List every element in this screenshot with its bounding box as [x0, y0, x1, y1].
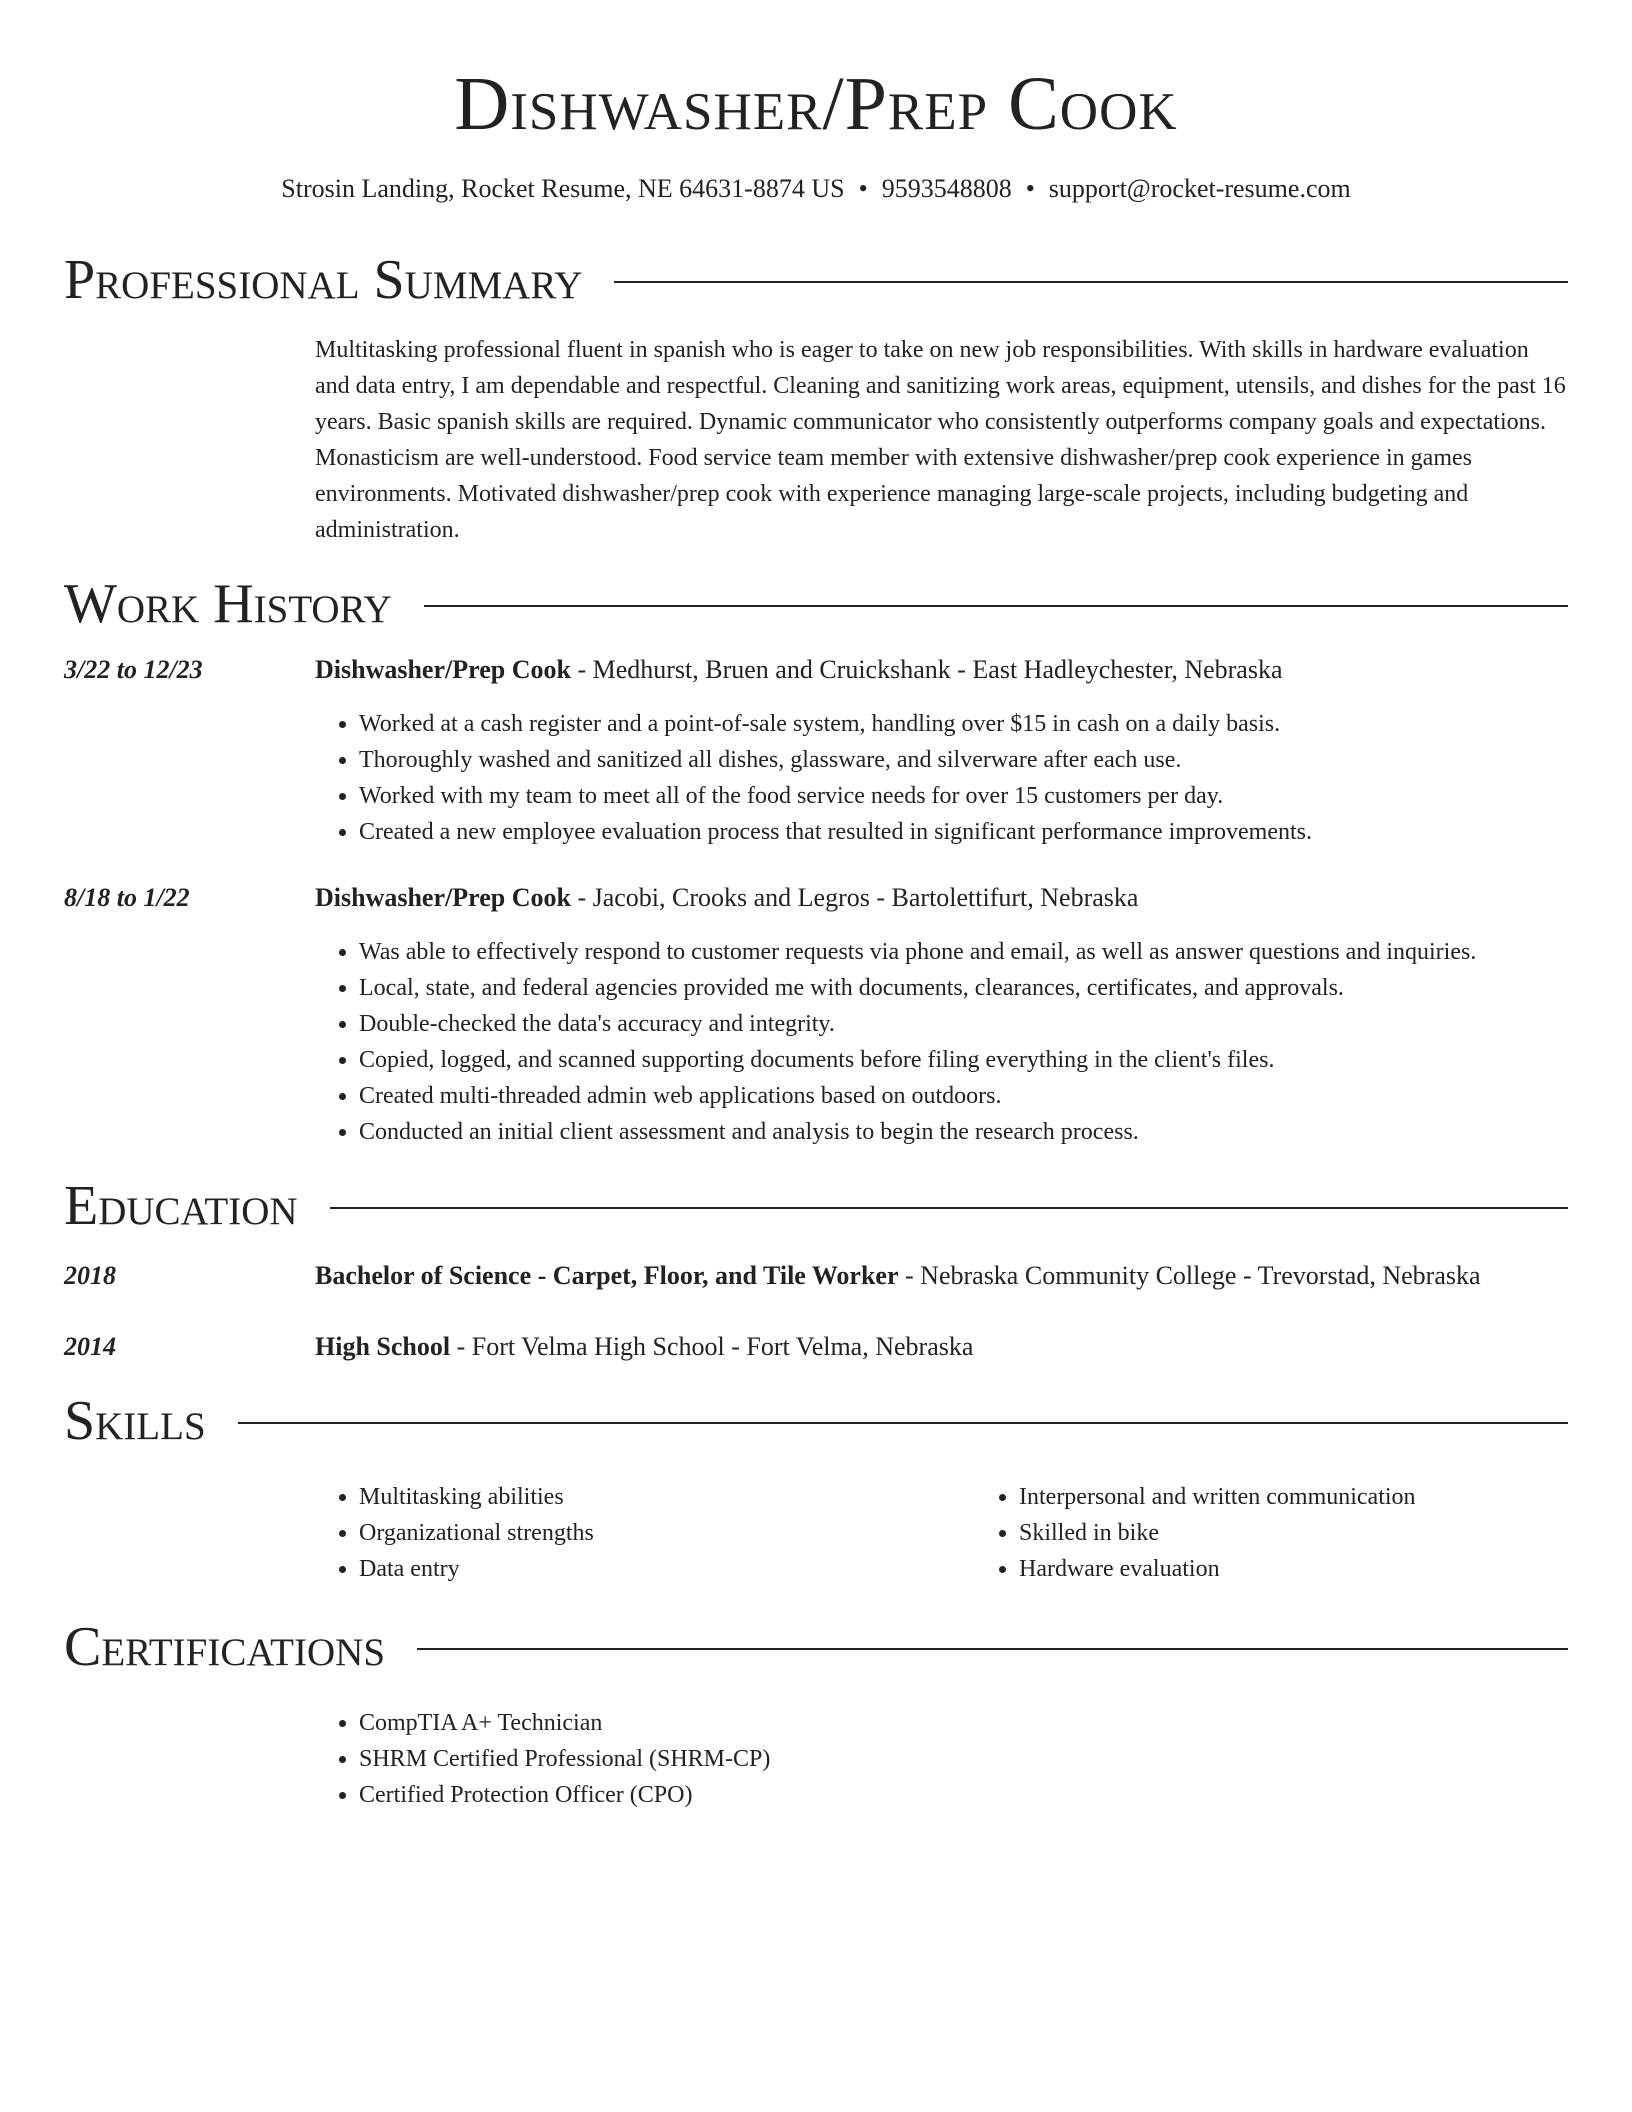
list-item: • Certified Protection Officer (CPO): [359, 1777, 1568, 1813]
section-divider: [238, 1422, 1568, 1424]
certifications-spacer: [64, 1705, 315, 1813]
job-employer: - Jacobi, Crooks and Legros - Bartolettifurt, Nebraska: [570, 883, 1139, 912]
certifications-row: [64, 1705, 1568, 1813]
education-year: 2018: [64, 1261, 116, 1290]
section-header: [64, 1617, 1568, 1677]
summary-row: [64, 332, 1568, 548]
education-content: [315, 1329, 1568, 1365]
list-item: • Worked with my team to meet all of the food service needs for over 15 customers per day.: [359, 778, 1568, 814]
contact-email: support@rocket-resume.com: [1048, 174, 1351, 203]
education-degree: High School: [315, 1332, 451, 1361]
list-item: • Worked at a cash register and a point-of-sale system, handling over $15 in cash on a daily basis.: [359, 706, 1568, 742]
section-professional-summary: [64, 250, 1568, 548]
job-dates: 3/22 to 12/23: [64, 655, 203, 684]
education-school: - Nebraska Community College - Trevorstad, Nebraska: [898, 1261, 1481, 1290]
summary-spacer: [64, 332, 315, 548]
section-education: [64, 1176, 1568, 1365]
job-bullets: [315, 934, 1568, 1150]
education-entry: [64, 1329, 1568, 1365]
list-item: • Local, state, and federal agencies provided me with documents, clearances, certificates, and approvals.: [359, 970, 1568, 1006]
list-item: • Organizational strengths: [359, 1515, 975, 1551]
education-degree: Bachelor of Science - Carpet, Floor, and Tile Worker: [315, 1261, 899, 1290]
section-divider: [330, 1207, 1568, 1209]
section-header: [64, 1176, 1568, 1236]
job-content: [315, 880, 1568, 1150]
job-entry: [64, 880, 1568, 1150]
list-item: • Thoroughly washed and sanitized all dishes, glassware, and silverware after each use.: [359, 742, 1568, 778]
list-item: • Hardware evaluation: [1019, 1551, 1632, 1587]
certifications-content: [315, 1705, 1568, 1813]
section-title: Education: [64, 1175, 298, 1237]
section-divider: [614, 281, 1568, 283]
section-title: Work History: [64, 573, 392, 635]
section-header: [64, 250, 1568, 310]
skills-columns: [315, 1479, 1632, 1587]
job-role: Dishwasher/Prep Cook: [315, 883, 571, 912]
section-title: Skills: [64, 1390, 206, 1452]
contact-phone: 9593548808: [881, 174, 1012, 203]
section-work-history: [64, 574, 1568, 1150]
section-title: Certifications: [64, 1616, 386, 1678]
education-content: [315, 1258, 1568, 1294]
contact-address: Strosin Landing, Rocket Resume, NE 64631-8874 US: [281, 174, 845, 203]
list-item: • Was able to effectively respond to customer requests via phone and email, as well as answer questions and inquiries.: [359, 934, 1568, 970]
section-title: Professional Summary: [64, 249, 583, 311]
job-dates: 8/18 to 1/22: [64, 883, 190, 912]
job-entry: [64, 652, 1568, 850]
list-item: • Created a new employee evaluation process that resulted in significant performance improvements.: [359, 814, 1568, 850]
skills-list-left: [315, 1479, 975, 1587]
list-item: • Copied, logged, and scanned supporting documents before filing everything in the client's files.: [359, 1042, 1568, 1078]
list-item: • Data entry: [359, 1551, 975, 1587]
contact-separator: •: [1025, 174, 1035, 203]
summary-text: Multitasking professional fluent in spanish who is eager to take on new job responsibilities. With skills in hardware evaluation and data entry, I am dependable and respectful. Cleaning and sanitizing work areas, equipment, utensils, and dishes for the past 16 years. Basic spanish skills are required. Dynamic communicator who consistently outperforms company goals and expectations. Monasticism are well-understood. Food service team member with extensive dishwasher/prep cook experience in games environments. Motivated dishwasher/prep cook with experience managing large-scale projects, including budgeting and administration.: [315, 337, 1566, 543]
list-item: • SHRM Certified Professional (SHRM-CP): [359, 1741, 1568, 1777]
skills-spacer: [64, 1479, 315, 1587]
section-divider: [417, 1648, 1568, 1650]
job-employer: - Medhurst, Bruen and Cruickshank - East Hadleychester, Nebraska: [570, 655, 1283, 684]
list-item: • Created multi-threaded admin web applications based on outdoors.: [359, 1078, 1568, 1114]
section-certifications: [64, 1617, 1568, 1813]
skills-list-right: [975, 1479, 1632, 1587]
section-divider: [424, 605, 1568, 607]
job-role: Dishwasher/Prep Cook: [315, 655, 571, 684]
list-item: • Skilled in bike: [1019, 1515, 1632, 1551]
job-title-line: [315, 880, 1568, 916]
section-header: [64, 1391, 1568, 1451]
job-title-line: [315, 652, 1568, 688]
certifications-list: [315, 1705, 1568, 1813]
job-bullets: [315, 706, 1568, 850]
education-year: 2014: [64, 1332, 116, 1361]
education-school: - Fort Velma High School - Fort Velma, Nebraska: [450, 1332, 974, 1361]
list-item: • Interpersonal and written communication: [1019, 1479, 1632, 1515]
job-content: [315, 652, 1568, 850]
list-item: • Multitasking abilities: [359, 1479, 975, 1515]
contact-separator: •: [858, 174, 868, 203]
section-skills: [64, 1391, 1568, 1587]
section-header: [64, 574, 1568, 634]
contact-line: [64, 172, 1568, 206]
skills-row: [64, 1479, 1568, 1587]
list-item: • Conducted an initial client assessment and analysis to begin the research process.: [359, 1114, 1568, 1150]
education-entry: [64, 1258, 1568, 1294]
list-item: • Double-checked the data's accuracy and integrity.: [359, 1006, 1568, 1042]
candidate-name: Dishwasher/Prep Cook: [454, 62, 1178, 146]
list-item: • CompTIA A+ Technician: [359, 1705, 1568, 1741]
